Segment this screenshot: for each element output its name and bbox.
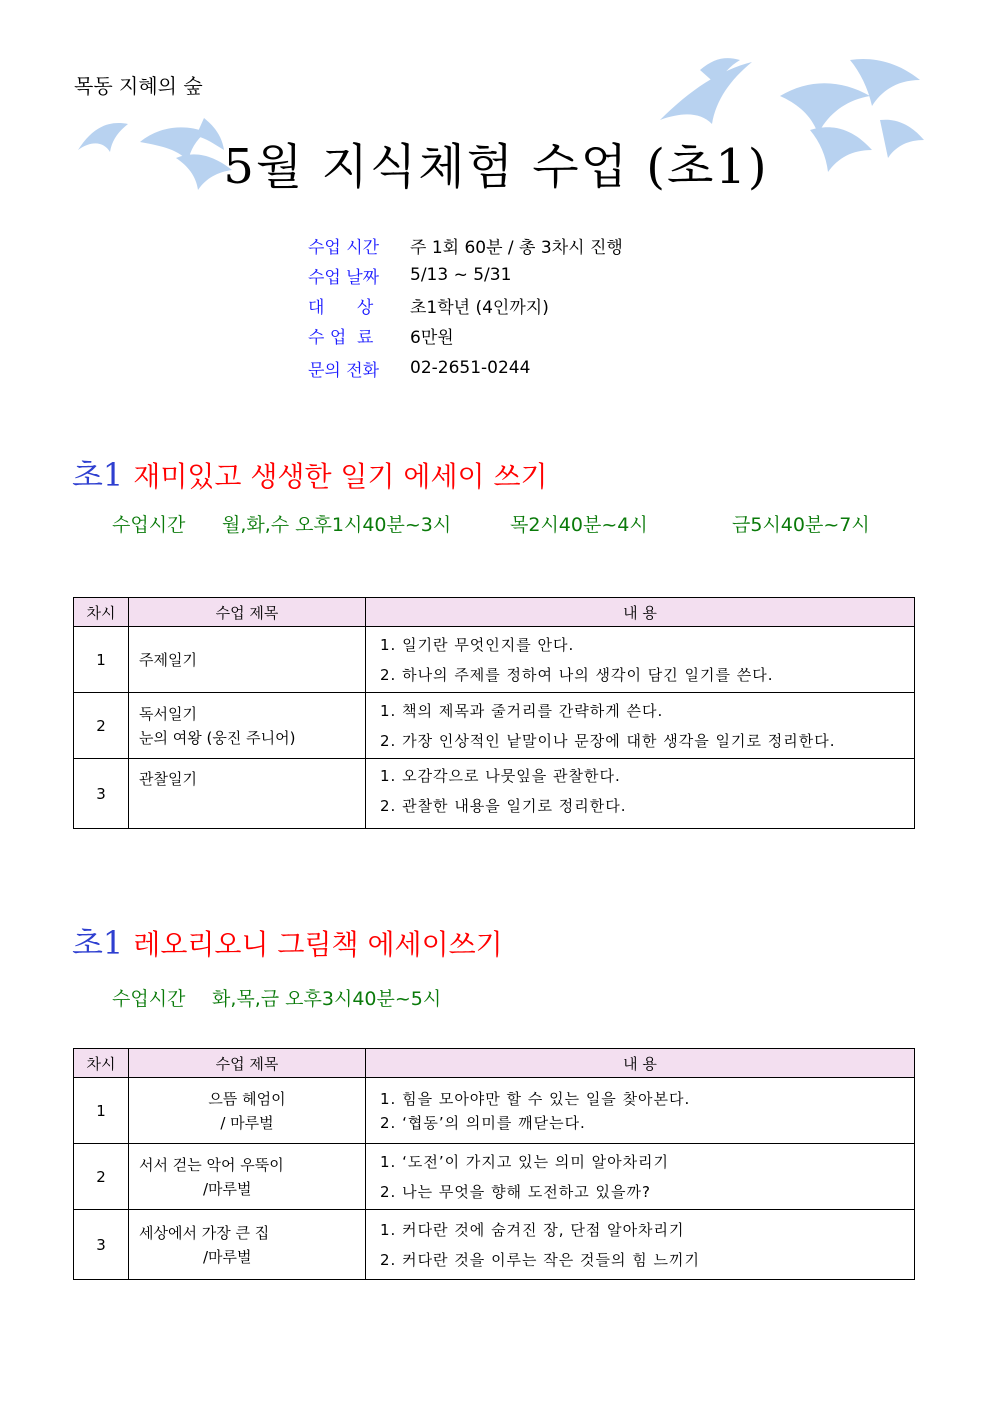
table-row bbox=[74, 627, 915, 693]
row-number: 2 bbox=[74, 693, 129, 759]
section1-heading: 재미있고 생생한 일기 에세이 쓰기 bbox=[133, 460, 548, 493]
title-line: 관찰일기 bbox=[139, 770, 197, 788]
info-label: 문의 전화 bbox=[308, 360, 380, 381]
title-line: / 마루벌 bbox=[220, 1113, 274, 1132]
info-row-date bbox=[308, 260, 623, 290]
row-title bbox=[129, 1210, 366, 1280]
info-value: 02-2651-0244 bbox=[410, 358, 531, 378]
row-title bbox=[129, 1144, 366, 1210]
table-row bbox=[74, 693, 915, 759]
info-value: 5/13 ~ 5/31 bbox=[410, 265, 512, 285]
row-number: 3 bbox=[74, 1210, 129, 1280]
table-row bbox=[74, 1210, 915, 1280]
section2-title bbox=[72, 918, 503, 964]
row-content bbox=[366, 1144, 915, 1210]
row-number: 2 bbox=[74, 1144, 129, 1210]
row-number: 3 bbox=[74, 759, 129, 829]
table-row bbox=[74, 1144, 915, 1210]
info-value: 초1학년 (4인까지) bbox=[410, 297, 549, 318]
title-line: 으뜸 헤엄이 bbox=[208, 1089, 286, 1108]
content-line: 2. 하나의 주제를 정하여 나의 생각이 담긴 일기를 쓴다. bbox=[380, 665, 774, 684]
content-line: 2. 나는 무엇을 향해 도전하고 있을까? bbox=[380, 1182, 651, 1201]
section2-table bbox=[73, 1048, 915, 1280]
title-line: /마루벌 bbox=[203, 1247, 252, 1266]
content-line: 1. 힘을 모아야만 할 수 있는 일을 찾아본다. bbox=[380, 1089, 691, 1108]
info-row-target bbox=[308, 290, 623, 320]
table-row bbox=[74, 759, 915, 829]
row-title bbox=[129, 627, 366, 693]
page-title: 5월 지식체험 수업 (초1) bbox=[223, 139, 769, 195]
bird-icon bbox=[850, 59, 920, 106]
row-content bbox=[366, 1210, 915, 1280]
content-line: 1. 오감각으로 나뭇잎을 관찰한다. bbox=[380, 767, 621, 785]
header-cell: 내 용 bbox=[366, 1049, 915, 1078]
title-line: 세상에서 가장 큰 집 bbox=[139, 1223, 270, 1242]
header-cell: 차시 bbox=[74, 1049, 129, 1078]
content-line: 1. 커다란 것에 숨겨진 장, 단점 알아차리기 bbox=[380, 1220, 685, 1239]
row-content bbox=[366, 693, 915, 759]
row-title bbox=[129, 1078, 366, 1144]
content-line: 2. 가장 인상적인 낱말이나 문장에 대한 생각을 일기로 정리한다. bbox=[380, 731, 836, 750]
section2-level: 초1 bbox=[72, 924, 124, 962]
content-line: 2. 관찰한 내용을 일기로 정리한다. bbox=[380, 797, 627, 815]
schedule-slot: 월,화,수 오후1시40분~3시 bbox=[222, 514, 452, 536]
title-line: 독서일기 bbox=[139, 704, 197, 723]
schedule-slot: 목2시40분~4시 bbox=[510, 514, 648, 536]
section1-table bbox=[73, 597, 915, 829]
info-label: 수업 시간 bbox=[308, 237, 380, 258]
schedule-label: 수업시간 bbox=[112, 988, 186, 1010]
info-value: 주 1회 60분 / 총 3차시 진행 bbox=[410, 237, 623, 258]
row-content bbox=[366, 627, 915, 693]
table-row bbox=[74, 1078, 915, 1144]
class-info bbox=[308, 230, 623, 386]
section2-schedule bbox=[112, 984, 441, 1011]
title-line: 주제일기 bbox=[139, 650, 197, 669]
section1-level: 초1 bbox=[72, 456, 124, 494]
content-line: 2. 커다란 것을 이루는 작은 것들의 힘 느끼기 bbox=[380, 1250, 701, 1269]
schedule-label: 수업시간 bbox=[112, 514, 186, 536]
row-title bbox=[129, 693, 366, 759]
table-header bbox=[74, 1049, 915, 1078]
table-header bbox=[74, 598, 915, 627]
title-line: /마루벌 bbox=[203, 1179, 252, 1198]
schedule-slot: 화,목,금 오후3시40분~5시 bbox=[212, 988, 442, 1010]
title-line: 서서 걷는 악어 우뚝이 bbox=[139, 1155, 284, 1174]
bird-icon bbox=[780, 83, 870, 134]
section1-title bbox=[72, 450, 548, 496]
header-cell: 내 용 bbox=[366, 598, 915, 627]
info-value: 6만원 bbox=[410, 327, 454, 348]
schedule-slot: 금5시40분~7시 bbox=[732, 514, 870, 536]
content-line: 1. 일기란 무엇인지를 안다. bbox=[380, 635, 575, 654]
info-label: 수업 날짜 bbox=[308, 267, 380, 288]
section2-heading: 레오리오니 그림책 에세이쓰기 bbox=[133, 928, 503, 961]
header-cell: 수업 제목 bbox=[129, 598, 366, 627]
row-number: 1 bbox=[74, 627, 129, 693]
content-line: 2. ‘협동’의 의미를 깨닫는다. bbox=[380, 1113, 586, 1132]
info-row-phone bbox=[308, 350, 623, 386]
header-cell: 차시 bbox=[74, 598, 129, 627]
info-row-time bbox=[308, 230, 623, 260]
info-label: 수 업 료 bbox=[308, 327, 374, 348]
row-title bbox=[129, 759, 366, 829]
content-line: 1. ‘도전’이 가지고 있는 의미 알아차리기 bbox=[380, 1152, 670, 1171]
content-line: 1. 책의 제목과 줄거리를 간략하게 쓴다. bbox=[380, 701, 664, 720]
section1-schedule bbox=[112, 510, 870, 537]
row-content bbox=[366, 759, 915, 829]
title-line: 눈의 여왕 (웅진 주니어) bbox=[139, 728, 296, 747]
row-number: 1 bbox=[74, 1078, 129, 1144]
info-label: 대 상 bbox=[308, 297, 374, 318]
header-cell: 수업 제목 bbox=[129, 1049, 366, 1078]
info-row-fee bbox=[308, 320, 623, 350]
row-content bbox=[366, 1078, 915, 1144]
organization-name: 목동 지혜의 숲 bbox=[74, 74, 203, 98]
